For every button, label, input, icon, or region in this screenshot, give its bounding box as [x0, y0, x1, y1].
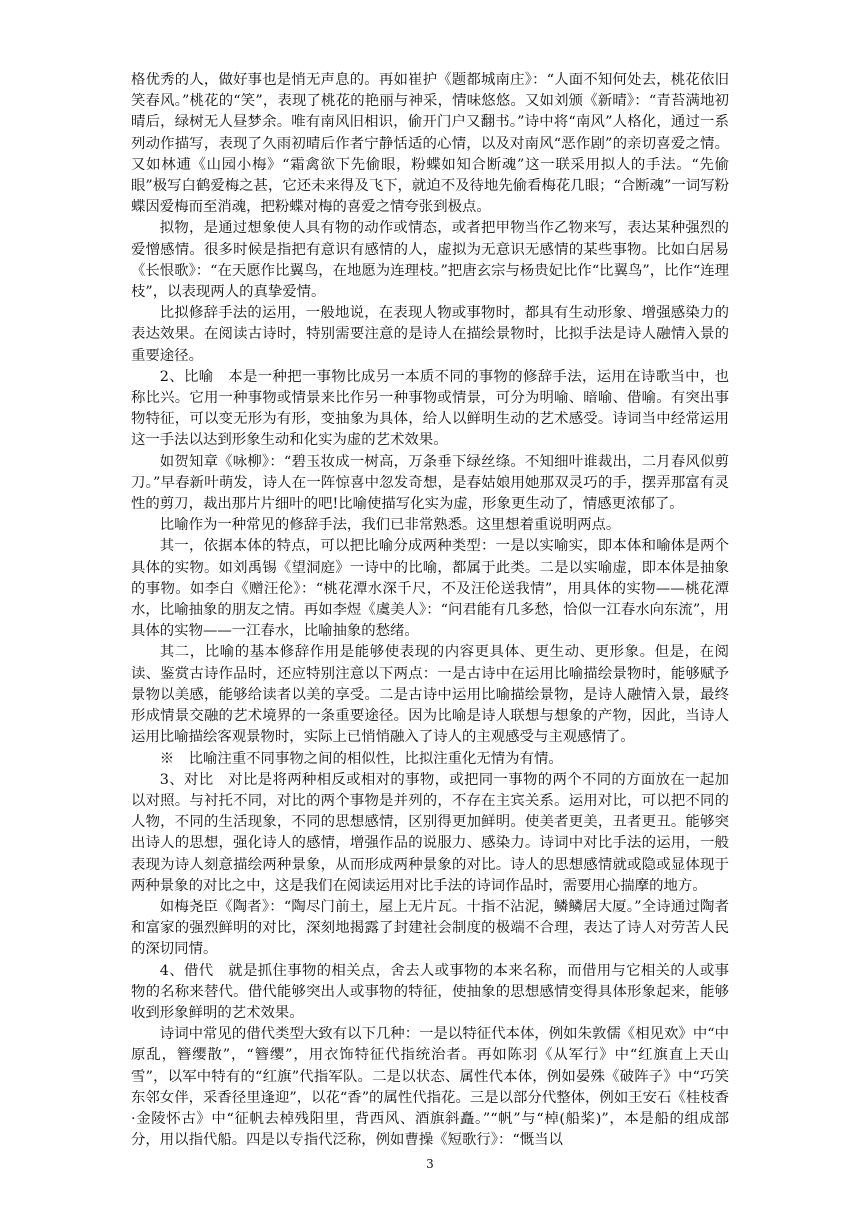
paragraph-metonymy-types: 诗词中常见的借代类型大致有以下几种：一是以特征代本体，例如朱敦儒《相见欢》中“中原乱，簪缨散”，“簪缨”，用衣饰特征代指统治者。再如陈羽《从军行》中“红旗直上天山雪”，以军中特有的“红旗”代指军队。二是以状态、属性代本体，例如晏殊《破阵子》中“巧笑东邻女伴，采香径里逢迎”，以花“香”的属性代指花。三是以部分代整体，例如王安石《桂枝香·金陵怀古》中“征帆去棹残阳里，背西风、酒旗斜矗。”“帆”与“棹(船桨)”，本是船的组成部分，用以指代船。四是以专指代泛称，例如曹操《短歌行》：“慨当以 [131, 1026, 729, 1149]
paragraph-contrast-example: 如梅尧臣《陶者》：“陶尽门前土，屋上无片瓦。十指不沾泥，鳞鳞居大厦。”全诗通过陶者和富家的强烈鲜明的对比，深刻地揭露了封建社会制度的极端不合理，表达了诗人对劳苦人民的深切同情。 [131, 898, 729, 958]
paragraph-metaphor-intro: 比喻作为一种常见的修辞手法，我们已非常熟悉。这里想着重说明两点。 [159, 517, 621, 534]
paragraph-personification-examples: 格优秀的人，做好事也是悄无声息的。再如崔护《题都城南庄》：“人面不知何处去，桃花依旧笑春风。”桃花的“笑”，表现了桃花的艳丽与神采，情味悠悠。又如刘颁《新晴》：“青苔满地初晴后，绿树无人昼梦余。唯有南风旧相识，偷开门户又翻书。”诗中将“南风”人格化，通过一系列动作描写，表现了久雨初晴后作者宁静恬适的心情，以及对南风“恶作剧”的亲切喜爱之情。又如林逋《山园小梅》“霜禽欲下先偷眼，粉蝶如知合断魂”这一联采用拟人的手法。“先偷眼”极写白鹤爱梅之甚，它还未来得及飞下，就迫不及待地先偷看梅花几眼；“合断魂”一词写粉蝶因爱梅而至消魂，把粉蝶对梅的喜爱之情夸张到极点。 [131, 72, 729, 216]
paragraph-metaphor-example: 如贺知章《咏柳》：“碧玉妆成一树高，万条垂下绿丝绦。不知细叶谁裁出，二月春风似剪刀。”早春新叶萌发，诗人在一阵惊喜中忽发奇想，是春姑娘用她那双灵巧的手，摆弄那富有灵性的剪刀，裁出那片片细叶的吧!比喻使描写化实为虚，形象更生动了，情感更浓郁了。 [131, 453, 729, 513]
document-body [131, 70, 729, 1151]
paragraph-metonymy-heading: 4、借代 就是抓住事物的相关点，舍去人或事物的本来名称，而借用与它相关的人或事物的名称来替代。借代能够突出人或事物的特征，使抽象的思想感情变得具体形象起来，能够收到形象鲜明的艺术效果。 [131, 962, 729, 1021]
paragraph-metaphor-point-one: 其一，依据本体的特点，可以把比喻分成两种类型：一是以实喻实，即本体和喻体是两个具体的实物。如刘禹锡《望洞庭》一诗中的比喻，都属于此类。二是以实喻虚，即本体是抽象的事物。如李白《赠汪伦》：“桃花潭水深千尺，不及汪伦送我情”，用具体的实物——桃花潭水，比喻抽象的朋友之情。再如李煜《虞美人》：“问君能有几多愁，恰似一江春水向东流”，用具体的实物——一江春水，比喻抽象的愁绪。 [131, 538, 729, 640]
paragraph-metaphor-point-two: 其二，比喻的基本修辞作用是能够使表现的内容更具体、更生动、更形象。但是，在阅读、鉴赏古诗作品时，还应特别注意以下两点：一是古诗中在运用比喻描绘景物时，能够赋予景物以美感，能够给读者以美的享受。二是古诗中运用比喻描绘景物，是诗人融情入景，最终形成情景交融的艺术境界的一条重要途径。因为比喻是诗人联想与想象的产物，因此，当诗人运用比喻描绘客观景物时，实际上已悄悄融入了诗人的主观感受与主观感情了。 [131, 644, 729, 746]
paragraph-nifu-definition: 拟物，是通过想象使人具有物的动作或情态，或者把甲物当作乙物来写，表达某种强烈的爱憎感情。很多时候是指把有意识有感情的人，虚拟为无意识无感情的某些事物。比如白居易《长恨歌》：“在天愿作比翼鸟，在地愿为连理枝。”把唐玄宗与杨贵妃比作“比翼鸟”，比作“连理枝”，以表现两人的真挚爱情。 [131, 220, 730, 301]
paragraph-metaphor-heading: 2、比喻 本是一种把一事物比成另一本质不同的事物的修辞手法，运用在诗歌当中，也称比兴。它用一种事物或情景来比作另一种事物或情景，可分为明喻、暗喻、借喻。有突出事物特征，可以变无形为有形，变抽象为具体，给人以鲜明生动的艺术感受。诗词当中经常运用这一手法以达到形象生动和化实为虚的艺术效果。 [131, 368, 729, 449]
page-number: 3 [426, 1157, 434, 1171]
paragraph-contrast-heading: 3、对比 对比是将两种相反或相对的事物，或把同一事物的两个不同的方面放在一起加以对照。与衬托不同，对比的两个事物是并列的，不存在主宾关系。运用对比，可以把不同的人物，不同的生活现象，不同的思想感情，区别得更加鲜明。使美者更美，丑者更丑。能够突出诗人的思想，强化诗人的感情，增强作品的说服力、感染力。诗词中对比手法的运用，一般表现为诗人刻意描绘两种景象，从而形成两种景象的对比。诗人的思想感情就或隐或显体现于两种景象的对比之中，这是我们在阅读运用对比手法的诗词作品时，需要用心揣摩的地方。 [131, 771, 729, 894]
paragraph-bini-effect: 比拟修辞手法的运用，一般地说，在表现人物或事物时，都具有生动形象、增强感染力的表达效果。在阅读古诗时，特别需要注意的是诗人在描绘景物时，比拟手法是诗人融情入景的重要途径。 [131, 305, 729, 364]
paragraph-note: ※ 比喻注重不同事物之间的相似性，比拟注重化无情为有情。 [159, 750, 563, 767]
